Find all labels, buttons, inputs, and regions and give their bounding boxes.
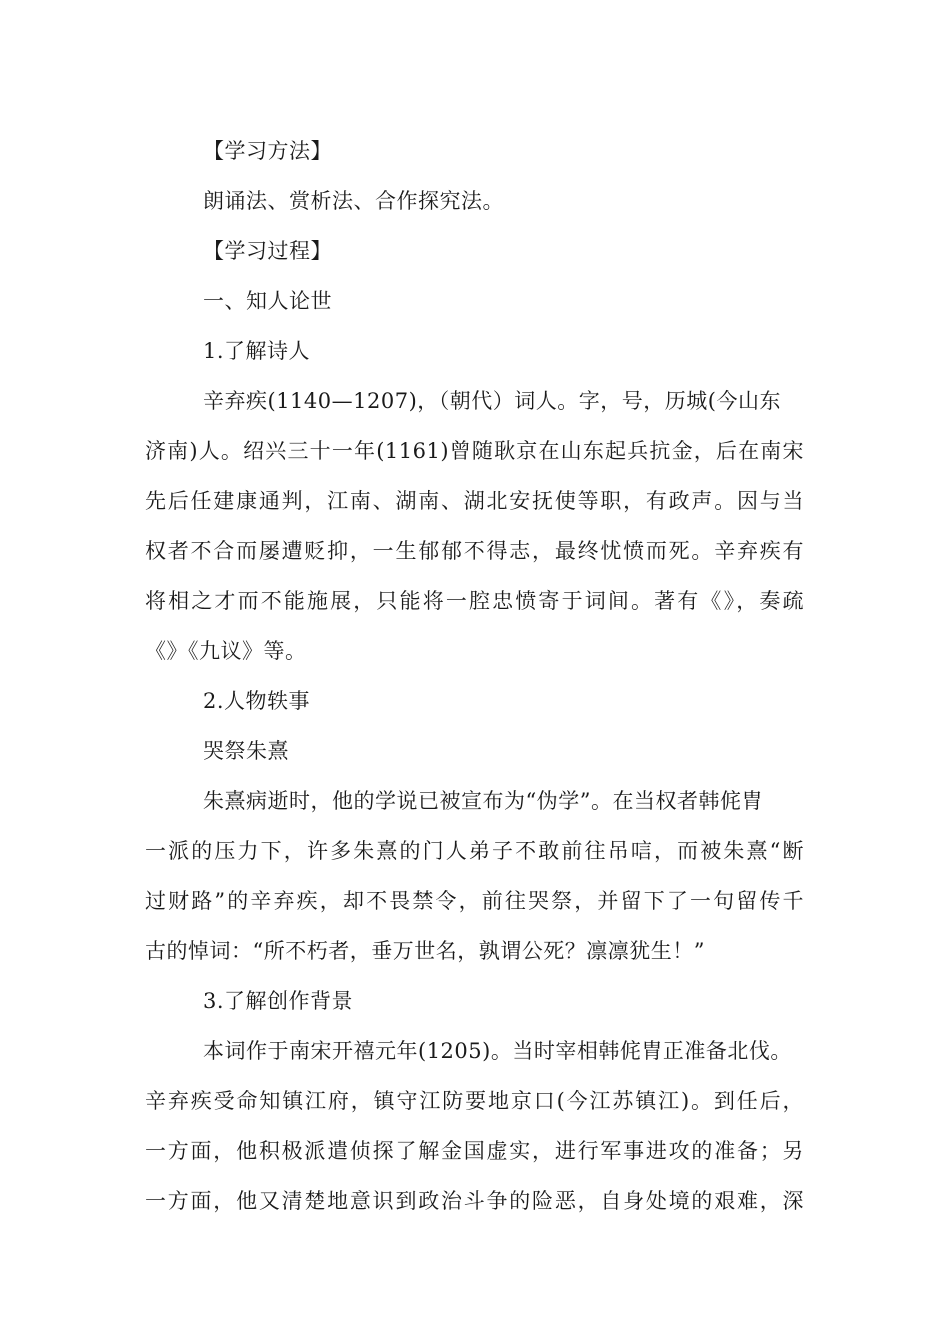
paragraph-line: 权者不合而屡遭贬抑，一生郁郁不得志，最终忧愤而死。辛弃疾有 — [145, 539, 804, 563]
method-text: 朗诵法、赏析法、合作探究法。 — [203, 189, 504, 213]
method-heading: 【学习方法】 — [203, 139, 332, 163]
paragraph-line: 辛弃疾受命知镇江府，镇守江防要地京口(今江苏镇江)。到任后， — [145, 1089, 804, 1113]
paragraph-line: 将相之才而不能施展，只能将一腔忠愤寄于词间。著有《》，奏疏 — [145, 589, 804, 613]
paragraph-line: 一方面，他积极派遣侦探了解金国虚实，进行军事进攻的准备；另 — [145, 1139, 804, 1163]
paragraph-line: 济南)人。绍兴三十一年(1161)曾随耿京在山东起兵抗金，后在南宋 — [145, 439, 804, 463]
paragraph-line: 过财路”的辛弃疾，却不畏禁令，前往哭祭，并留下了一句留传千 — [145, 889, 804, 913]
paragraph-line: 一方面，他又清楚地意识到政治斗争的险恶，自身处境的艰难，深 — [145, 1189, 804, 1213]
paragraph-line: 本词作于南宋开禧元年(1205)。当时宰相韩侂胄正准备北伐。 — [203, 1039, 792, 1063]
part1-heading: 一、知人论世 — [203, 289, 332, 313]
item1-heading: 1.了解诗人 — [203, 339, 311, 363]
paragraph-line: 朱熹病逝时，他的学说已被宣布为“伪学”。在当权者韩侂胄 — [203, 789, 763, 813]
paragraph-line: 一派的压力下，许多朱熹的门人弟子不敢前往吊唁，而被朱熹“断 — [145, 839, 804, 863]
paragraph-line: 辛弃疾(1140—1207)，（朝代）词人。字，号，历城(今山东 — [203, 389, 781, 413]
item3-heading: 3.了解创作背景 — [203, 989, 354, 1013]
item2-heading: 2.人物轶事 — [203, 689, 311, 713]
anecdote-title: 哭祭朱熹 — [203, 739, 289, 763]
paragraph-line: 先后任建康通判，江南、湖南、湖北安抚使等职，有政声。因与当 — [145, 489, 804, 513]
paragraph-line: 《》《九议》等。 — [145, 639, 307, 663]
process-heading: 【学习过程】 — [203, 239, 332, 263]
paragraph-line: 古的悼词：“所不朽者，垂万世名，孰谓公死？凛凛犹生！” — [145, 939, 705, 963]
